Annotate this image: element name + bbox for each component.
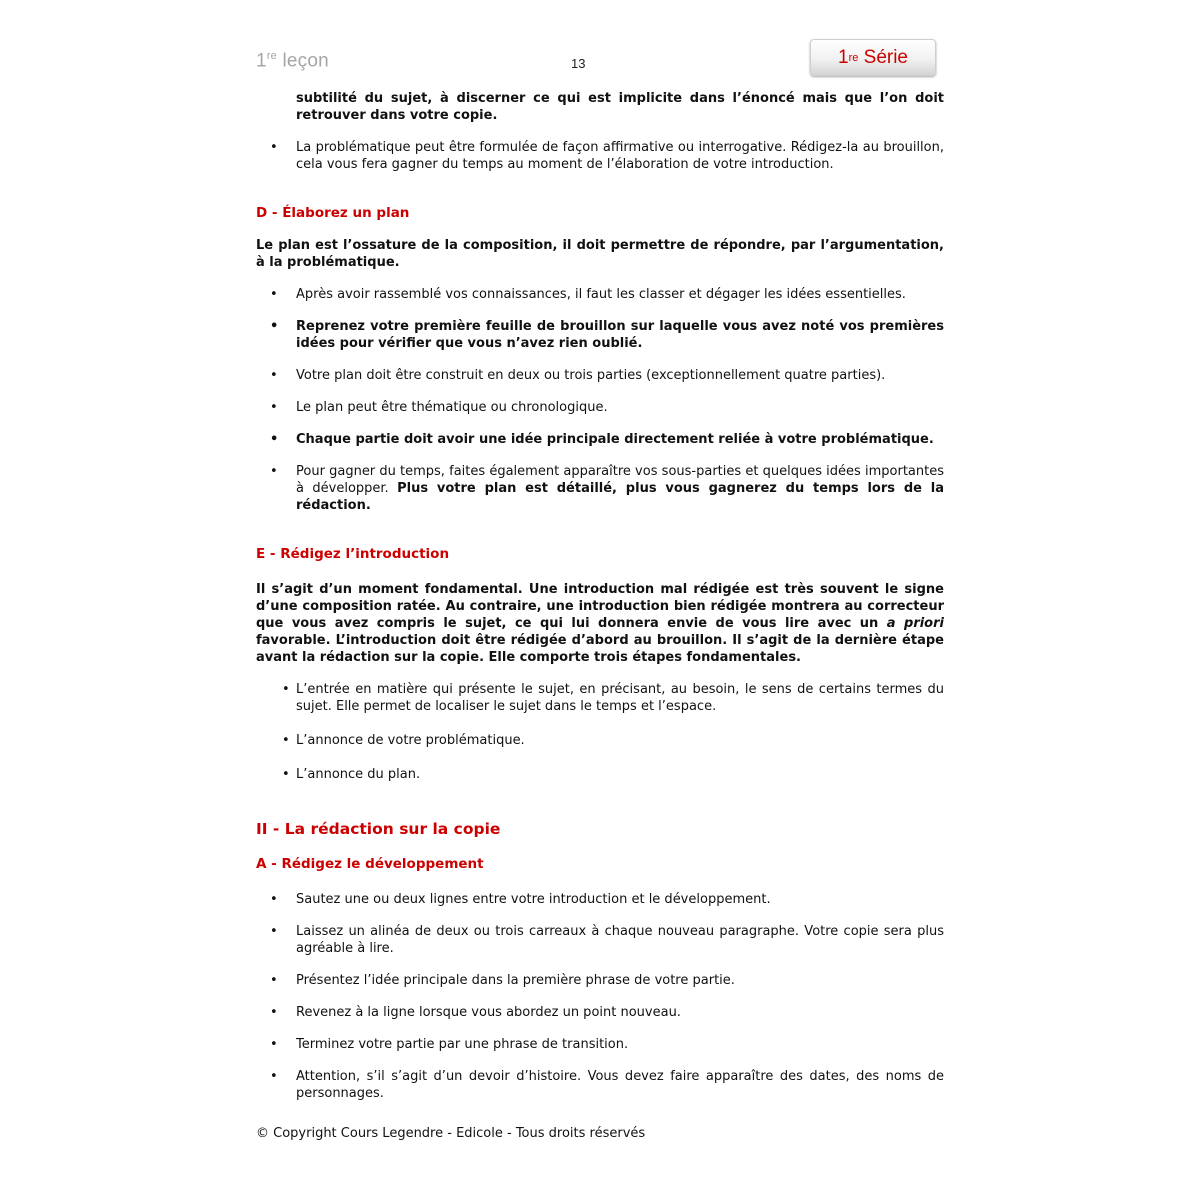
section-d-title: D - Élaborez un plan [256,205,410,221]
list-item-text: Présentez l’idée principale dans la première phrase de votre partie. [296,973,735,988]
list-item [256,399,944,416]
list-item-text: Sautez une ou deux lignes entre votre introduction et le développement. [296,892,771,907]
lesson-label [256,50,329,72]
list-item [256,1036,944,1053]
page-number: 13 [571,56,586,71]
list-item [256,732,944,749]
serie-word: Série [863,46,908,68]
serie-superscript: re [848,51,859,64]
bullet-icon: • [270,287,278,302]
lead-text-start: Il s’agit d’un moment fondamental. Une introduction mal rédigée est très souvent le signe d’une composition ratée. Au contraire, une introduction bien rédigée montrera au correcteur que vous avez compris le sujet, ce qui lui donnera envie de vous lire avec un [256,582,944,631]
list-item-text: Après avoir rassemblé vos connaissances, il faut les classer et dégager les idées essentielles. [296,287,906,302]
bullet-icon: • [270,1037,278,1052]
list-item [256,367,944,384]
list-item-text: Reprenez votre première feuille de brouillon sur laquelle vous avez noté vos premières idées pour vérifier que vous n’avez rien oublié. [296,319,944,351]
bullet-icon: • [270,924,278,939]
lead-italic-text: a priori [886,616,944,631]
list-item [256,891,944,908]
list-item-text: L’entrée en matière qui présente le sujet, en précisant, au besoin, le sens de certains termes du sujet. Elle permet de localiser le sujet dans le temps et l’espace. [296,682,944,714]
list-item-text: L’annonce du plan. [296,767,421,782]
bullet-icon: • [270,432,279,447]
bullet-icon: • [270,368,278,383]
serie-badge [810,39,936,76]
list-item [256,1004,944,1021]
section-d-list [256,286,944,514]
list-item-text: Chaque partie doit avoir une idée principale directement reliée à votre problématique. [296,432,934,447]
bullet-icon: • [270,1005,278,1020]
bullet-icon: • [270,319,279,334]
problematique-list [256,139,944,173]
continued-paragraph: subtilité du sujet, à discerner ce qui est implicite dans l’énoncé mais que l’on doit retrouver dans votre copie. [296,91,944,123]
lesson-number: 1 [256,50,267,72]
list-item [256,286,944,303]
section-d-lead: Le plan est l’ossature de la composition, il doit permettre de répondre, par l’argumentation, à la problématique. [256,238,944,270]
section-e-lead [256,581,944,666]
section-ii-a-list [256,891,944,1102]
bullet-icon: • [282,682,290,697]
bullet-icon: • [282,733,290,748]
list-item-text: Le plan peut être thématique ou chronologique. [296,400,608,415]
bullet-icon: • [270,1069,278,1084]
list-item [256,681,944,715]
list-item-text: Terminez votre partie par une phrase de transition. [296,1037,629,1052]
list-item [256,431,944,448]
section-ii-a-title: A - Rédigez le développement [256,856,484,872]
bullet-icon: • [282,767,290,782]
list-item-text: Pour gagner du temps, faites également apparaître vos sous-parties et quelques idées importantes à développer. [296,464,944,496]
bullet-icon: • [270,973,278,988]
list-item [256,139,944,173]
page-content [256,90,944,1102]
list-item [256,318,944,352]
bullet-icon: • [270,464,278,479]
section-e-title: E - Rédigez l’introduction [256,546,450,562]
list-item [256,766,944,783]
bullet-icon: • [270,892,278,907]
copyright-footer: © Copyright Cours Legendre - Edicole - Tous droits réservés [256,1126,646,1141]
list-item-text: L’annonce de votre problématique. [296,733,525,748]
list-item-text: Attention, s’il s’agit d’un devoir d’histoire. Vous devez faire apparaître des dates, des noms de personnages. [296,1069,944,1101]
list-item-bold-text: Plus votre plan est détaillé, plus vous gagnerez du temps lors de la rédaction. [296,481,944,513]
list-item [256,1068,944,1102]
serie-number: 1 [838,46,849,68]
section-ii-title: II - La rédaction sur la copie [256,820,501,838]
bullet-icon: • [270,400,278,415]
list-item-text: Revenez à la ligne lorsque vous abordez un point nouveau. [296,1005,681,1020]
list-item-text: La problématique peut être formulée de façon affirmative ou interrogative. Rédigez-la au brouillon, cela vous fera gagner du temps au moment de l’élaboration de votre introduction. [296,140,944,172]
lead-text-end: favorable. L’introduction doit être rédigée d’abord au brouillon. Il s’agit de la dernière étape avant la rédaction sur la copie. Elle comporte trois étapes fondamentales. [256,633,944,665]
list-item-text: Laissez un alinéa de deux ou trois carreaux à chaque nouveau paragraphe. Votre copie sera plus agréable à lire. [296,924,944,956]
list-item [256,972,944,989]
section-e-list [256,681,944,783]
list-item [256,463,944,514]
lesson-superscript: re [266,50,277,62]
list-item-text: Votre plan doit être construit en deux ou trois parties (exceptionnellement quatre parties). [296,368,886,383]
bullet-icon: • [270,140,278,155]
list-item [256,923,944,957]
lesson-word: leçon [282,50,329,72]
